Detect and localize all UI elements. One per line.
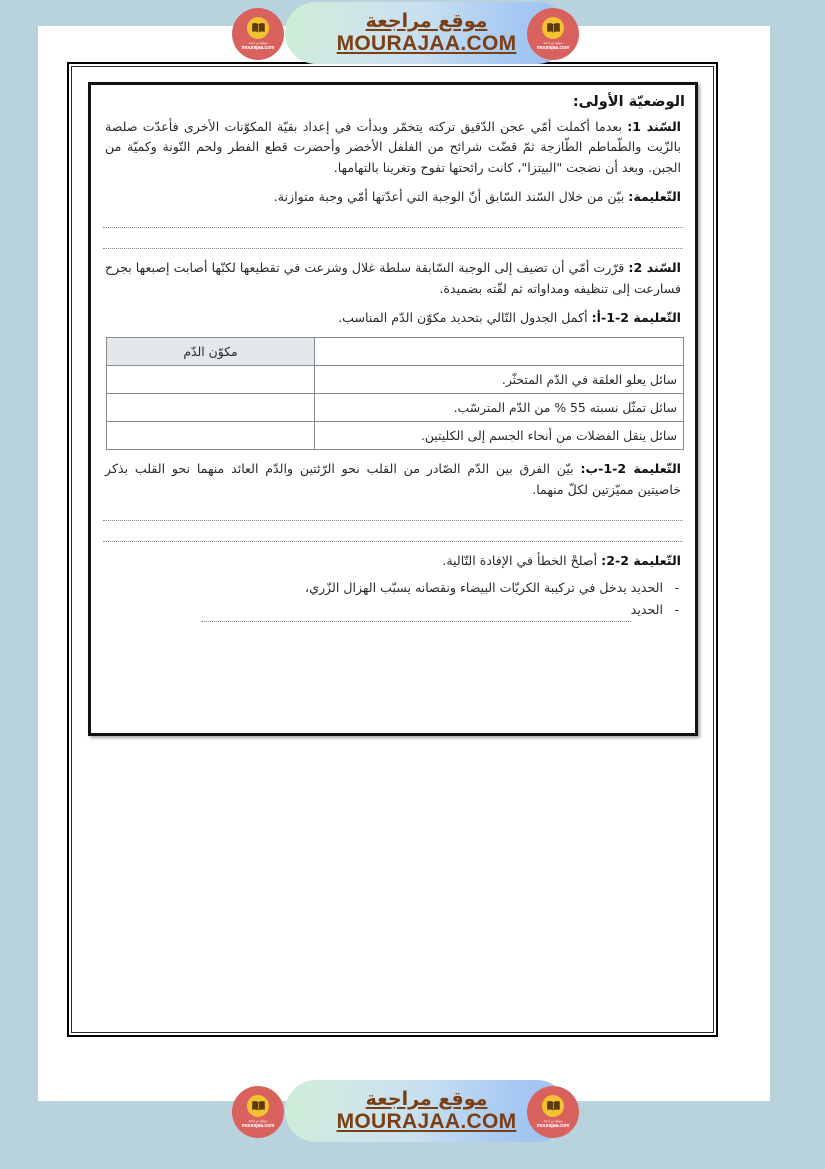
table-cell-component-input[interactable] <box>107 394 315 422</box>
table-cell-description: سائل تمثّل نسبته 55 % من الدّم المترسّب. <box>315 394 684 422</box>
taalima-22-paragraph <box>101 551 685 571</box>
taalima-1-text: بيّن من خلال السّند السّابق أنّ الوجبة التي أعدّتها أمّي وجبة متوازنة. <box>273 188 625 204</box>
table-row <box>107 394 684 422</box>
book-icon <box>542 1095 564 1117</box>
logo-caption-arabic: موقع مراجعة <box>248 1118 268 1123</box>
taalima-2a-paragraph <box>101 308 685 328</box>
answer-line[interactable] <box>103 234 683 249</box>
top-promo-banner <box>0 0 825 66</box>
logo-caption-url: mourajaa.com <box>241 45 275 52</box>
logo-caption-arabic: موقع مراجعة <box>543 1118 563 1123</box>
taalima-2a-text: أكمل الجدول التّالي بتحديد مكوّن الدّم المناسب. <box>338 310 588 326</box>
exercise-box <box>88 82 698 736</box>
sanad-2-paragraph <box>101 258 685 299</box>
taalima-22-text: أصلحْ الخطأ في الإفادة التّالية. <box>442 553 598 569</box>
banner-text-group <box>285 1080 568 1142</box>
table-header-row <box>107 338 684 366</box>
logo-caption-url: mourajaa.com <box>536 1123 570 1130</box>
logo-caption-url: mourajaa.com <box>536 45 570 52</box>
banner-url[interactable]: MOURAJAA.COM <box>336 32 517 56</box>
site-logo <box>232 1086 284 1138</box>
taalima-2b-paragraph <box>101 459 685 500</box>
table-cell-description: سائل يعلو العلقة في الدّم المتخثّر. <box>315 366 684 394</box>
sanad-1-text: بعدما أكملت أمّي عجن الدّقيق تركته يتخمّر وبدأت في إعداد بقيّة المكوّنات الأخرى فأعدّت صلصة بالزّيت والطّماطم الطّازجة ثمّ قضّت شرائح من الفلفل الأخضر وأحضرت قطع الفطر ولحم التّونة وكميّة من الجبن. وبعد أن نضجت "البيتزا"، كانت رائحتها تفوح وتغرينا بالتهامها. <box>105 118 681 175</box>
list-item <box>101 599 663 622</box>
blood-components-table <box>106 337 684 450</box>
table-cell-description: سائل ينقل الفضلات من أنحاء الجسم إلى الكليتين. <box>315 422 684 450</box>
logo-caption-arabic: موقع مراجعة <box>543 40 563 45</box>
sanad-1-label: السّند 1: <box>627 118 681 134</box>
taalima-1-paragraph <box>101 187 685 207</box>
statement-list <box>101 577 685 622</box>
taalima-2a-label: التّعليمة 2-1-أ: <box>591 310 681 326</box>
taalima-2b-text: بيّن الفرق بين الدّم الصّادر من القلب نحو الرّئتين والدّم العائد منهما نحو القلب بذكر خاصيتين مميّزتين لكلّ منهما. <box>105 461 681 497</box>
site-logo <box>527 1086 579 1138</box>
answer-line[interactable] <box>103 527 683 542</box>
list-item-label: الحديد <box>630 602 663 618</box>
bottom-promo-banner <box>0 1078 825 1144</box>
table-cell-component-input[interactable] <box>107 422 315 450</box>
table-header-component: مكوّن الدّم <box>107 338 315 366</box>
book-icon <box>247 17 269 39</box>
book-icon <box>542 17 564 39</box>
table-header-spacer <box>315 338 684 366</box>
page-title: الوضعيّة الأولى: <box>572 94 685 110</box>
banner-title-arabic: موقع مراجعة <box>365 1087 488 1110</box>
answer-line[interactable] <box>103 506 683 521</box>
exercise-content <box>101 92 685 728</box>
table-row <box>107 422 684 450</box>
list-item: - الحديد يدخل في تركيبة الكريّات البيضاء ونقصانه يسبّب الهزال الزّري، <box>101 577 663 600</box>
taalima-1-label: التّعليمة: <box>628 188 681 204</box>
taalima-22-label: التّعليمة 2-2: <box>601 553 681 569</box>
logo-caption-url: mourajaa.com <box>241 1123 275 1130</box>
banner-url[interactable]: MOURAJAA.COM <box>336 1110 517 1134</box>
site-logo <box>232 8 284 60</box>
table-row <box>107 366 684 394</box>
banner-text-group <box>285 2 568 64</box>
book-icon <box>247 1095 269 1117</box>
answer-line[interactable] <box>103 213 683 228</box>
logo-caption-arabic: موقع مراجعة <box>248 40 268 45</box>
sanad-2-text: قرّرت أمّي أن تضيف إلى الوجبة السّابقة سلطة غلال وشرعت في تقطيعها لكنّها أصابت إصبعها بجرح فسارعت إلى تنظيفه ومداواته ثم لفّته بضميدة. <box>105 260 681 296</box>
taalima-2b-label: التّعليمة 2-1-ب: <box>580 461 681 477</box>
sanad-2-label: السّند 2: <box>628 260 681 276</box>
table-cell-component-input[interactable] <box>107 366 315 394</box>
banner-title-arabic: موقع مراجعة <box>365 9 488 32</box>
site-logo <box>527 8 579 60</box>
sanad-1-paragraph <box>101 117 685 178</box>
answer-blank[interactable] <box>201 610 631 622</box>
